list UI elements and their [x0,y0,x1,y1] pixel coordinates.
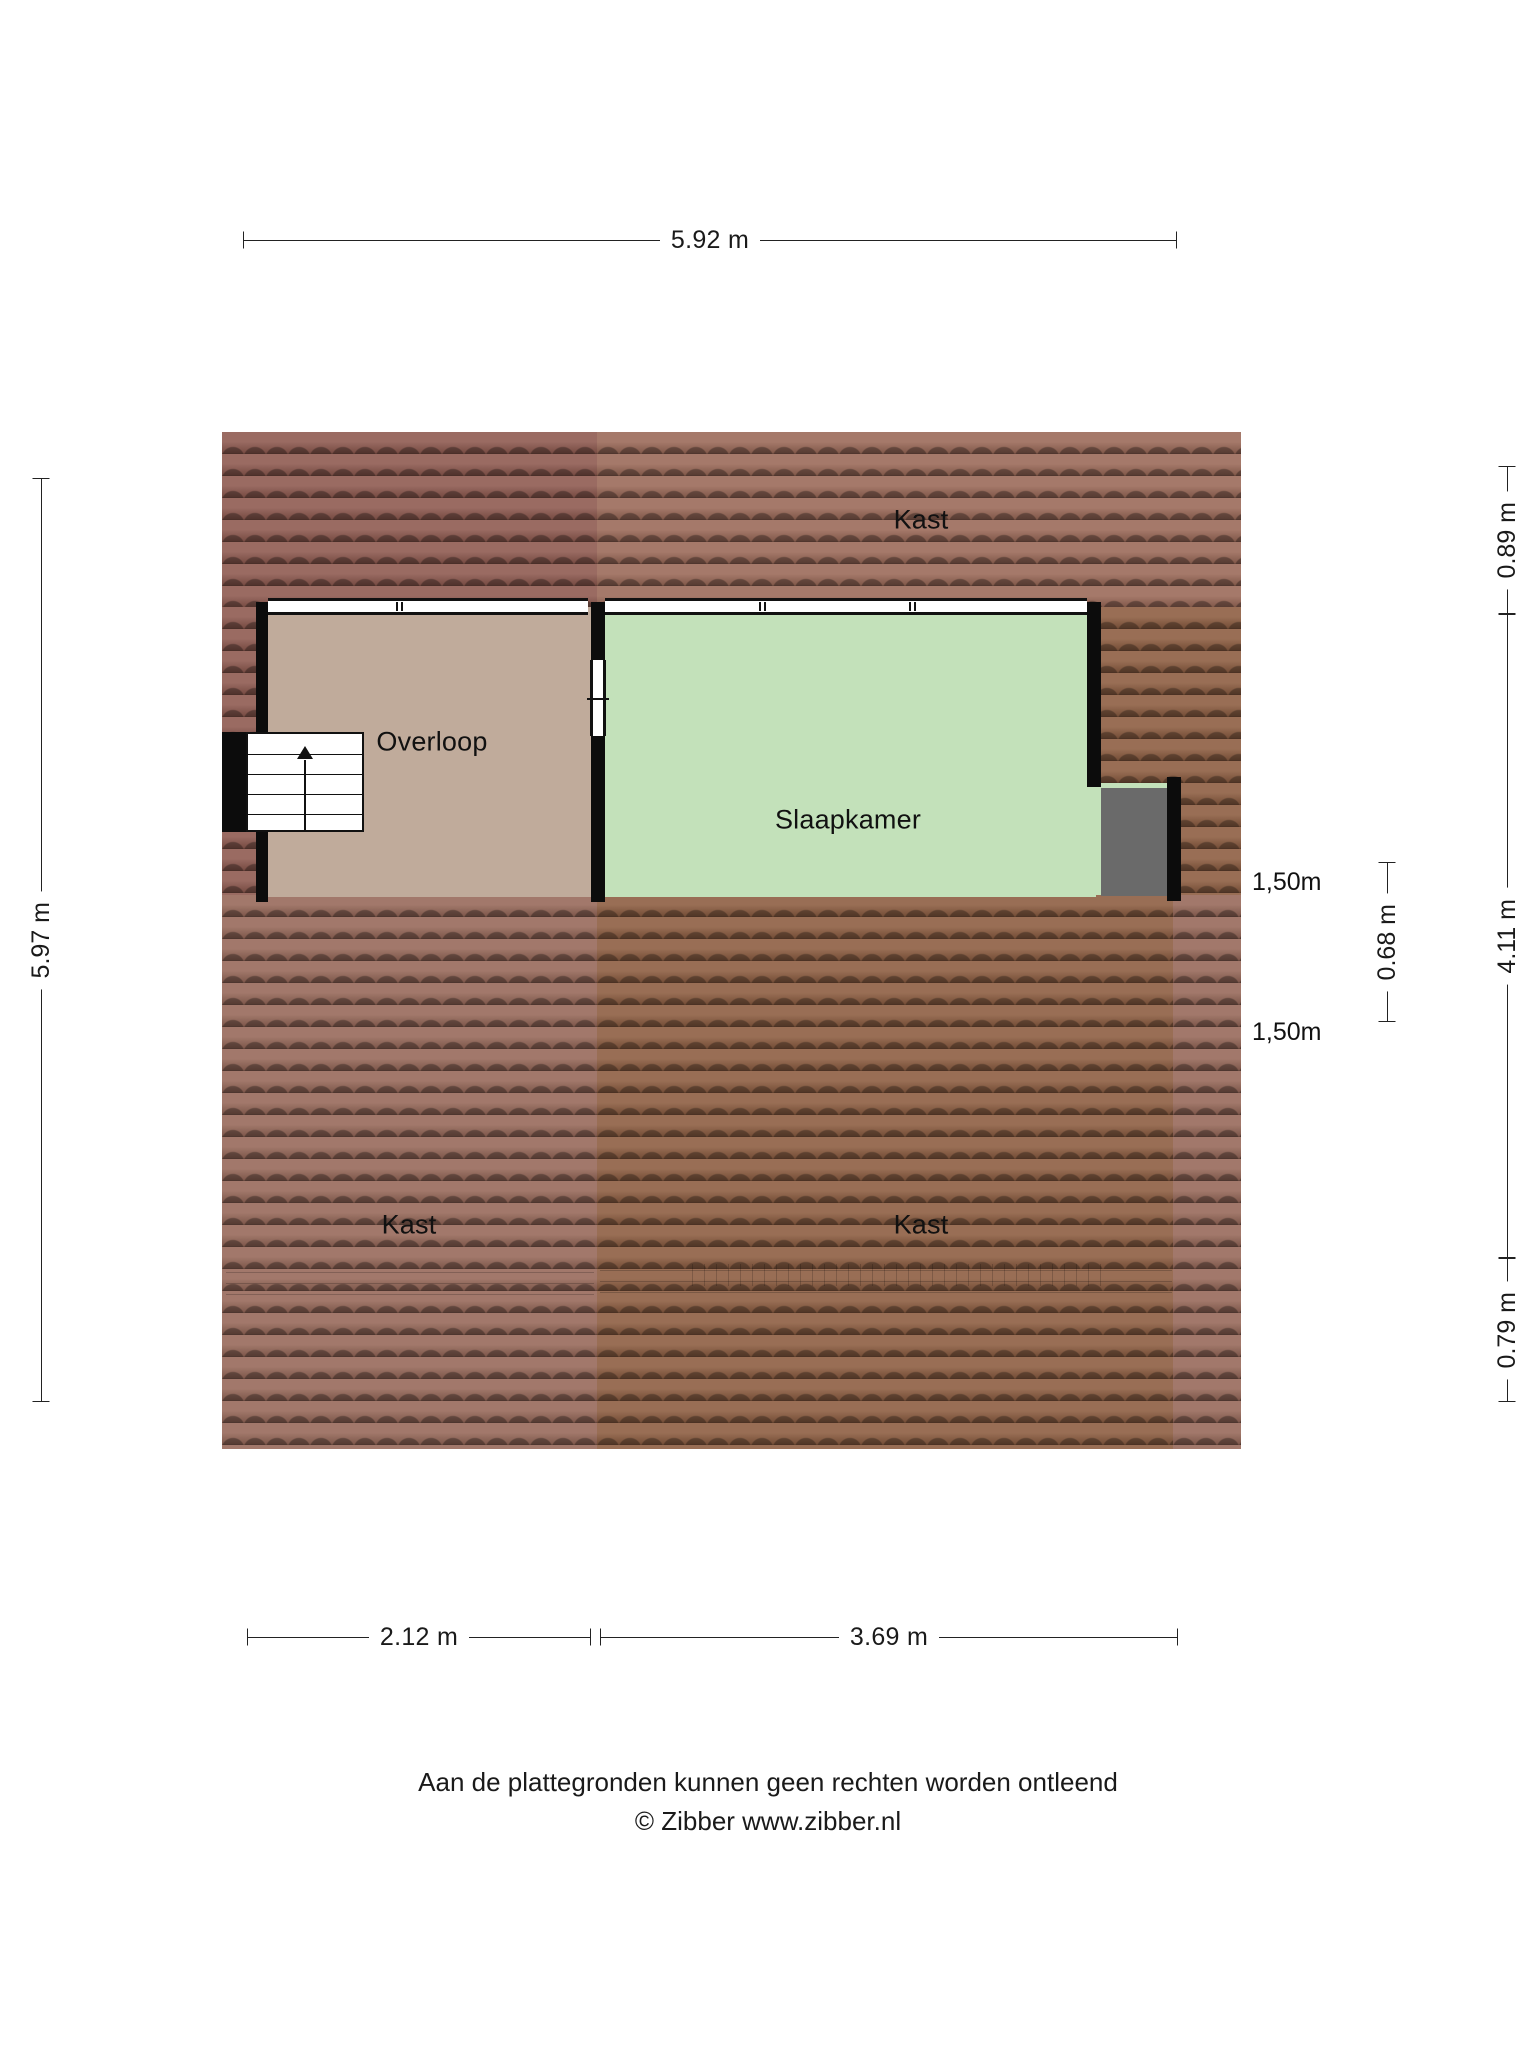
dimension-bottom-right-label: 3.69 m [839,1623,939,1652]
roof-kast-bottom-right [597,895,1173,1449]
roof-right-strip-lower [1174,783,1241,895]
room-label-kast-bottom-left: Kast [381,1209,437,1240]
dimension-cap-top [1499,614,1516,615]
room-label-kast-top: Kast [893,504,949,535]
wall-slaapkamer-right-lower [1167,777,1181,901]
dimension-cap-left [600,1629,601,1646]
window-mullion [759,602,766,611]
window-mullion [396,602,403,611]
roof-bottom-right-edge [1173,895,1241,1449]
wall-partition-center [591,602,605,902]
dimension-cap-bottom [1499,1401,1516,1402]
dimension-cap-bottom [1379,1021,1396,1022]
footer-line-1: Aan de plattegronden kunnen geen rechten worden ontleend [418,1767,1118,1797]
dimension-right-outer-mid-label: 4.11 m [1493,888,1522,985]
dimension-cap-right [1177,1629,1178,1646]
dimension-right-inner-label: 0.68 m [1373,893,1402,991]
dimension-bottom-left-label: 2.12 m [369,1623,469,1652]
dimension-top-total [243,225,1177,254]
window-mullion [909,602,916,611]
height-note-lower: 1,50m [1252,1018,1322,1046]
room-label-overloop: Overloop [376,726,488,757]
dimension-cap-top [1499,466,1516,467]
building-outline [222,432,1241,1449]
dimension-right-inner [1374,862,1400,1022]
dimension-right-outer-mid [1494,614,1520,1258]
wall-slaapkamer-right-upper [1087,602,1101,787]
dimension-right-outer-top [1494,466,1520,614]
dimension-cap-right [590,1629,591,1646]
dimension-cap-right [1176,232,1177,249]
footer-disclaimer [0,1763,1536,1841]
roof-kast-bottom-left [222,895,597,1449]
dimension-top-total-label: 5.92 m [660,226,760,255]
door-slaapkamer[interactable] [590,660,606,736]
footer-line-2: © Zibber www.zibber.nl [634,1806,902,1836]
room-label-kast-bottom-right: Kast [893,1209,949,1240]
dimension-right-outer-top-label: 0.89 m [1493,491,1522,589]
dimension-cap-top [1499,1258,1516,1259]
roof-right-strip-upper [1096,607,1241,783]
dimension-cap-top [1379,862,1396,863]
knee-wall-block [1101,788,1167,896]
height-note-upper: 1,50m [1252,868,1322,896]
dimension-cap-left [247,1629,248,1646]
dimension-right-outer-bottom [1494,1258,1520,1402]
roof-top-left [222,432,597,607]
dimension-right-outer-bottom-label: 0.79 m [1493,1281,1522,1379]
room-label-slaapkamer: Slaapkamer [774,804,922,835]
staircase [246,732,364,832]
dimension-left-total [28,478,54,1402]
dimension-bottom-right [600,1622,1178,1651]
dimension-cap-left [243,232,244,249]
roof-hatch-bottom-left [226,1272,594,1298]
door-leaf [587,698,609,700]
stair-direction-arrow-icon [297,746,313,759]
window-slaapkamer[interactable] [605,598,1087,615]
dimension-cap-bottom [33,1401,50,1402]
stair-direction-line [304,760,306,830]
dimension-bottom-left [247,1622,591,1651]
dimension-left-total-label: 5.97 m [27,891,56,989]
window-overloop[interactable] [268,598,588,615]
roof-hatch-valley-right [692,1264,1112,1286]
dimension-cap-top [33,478,50,479]
